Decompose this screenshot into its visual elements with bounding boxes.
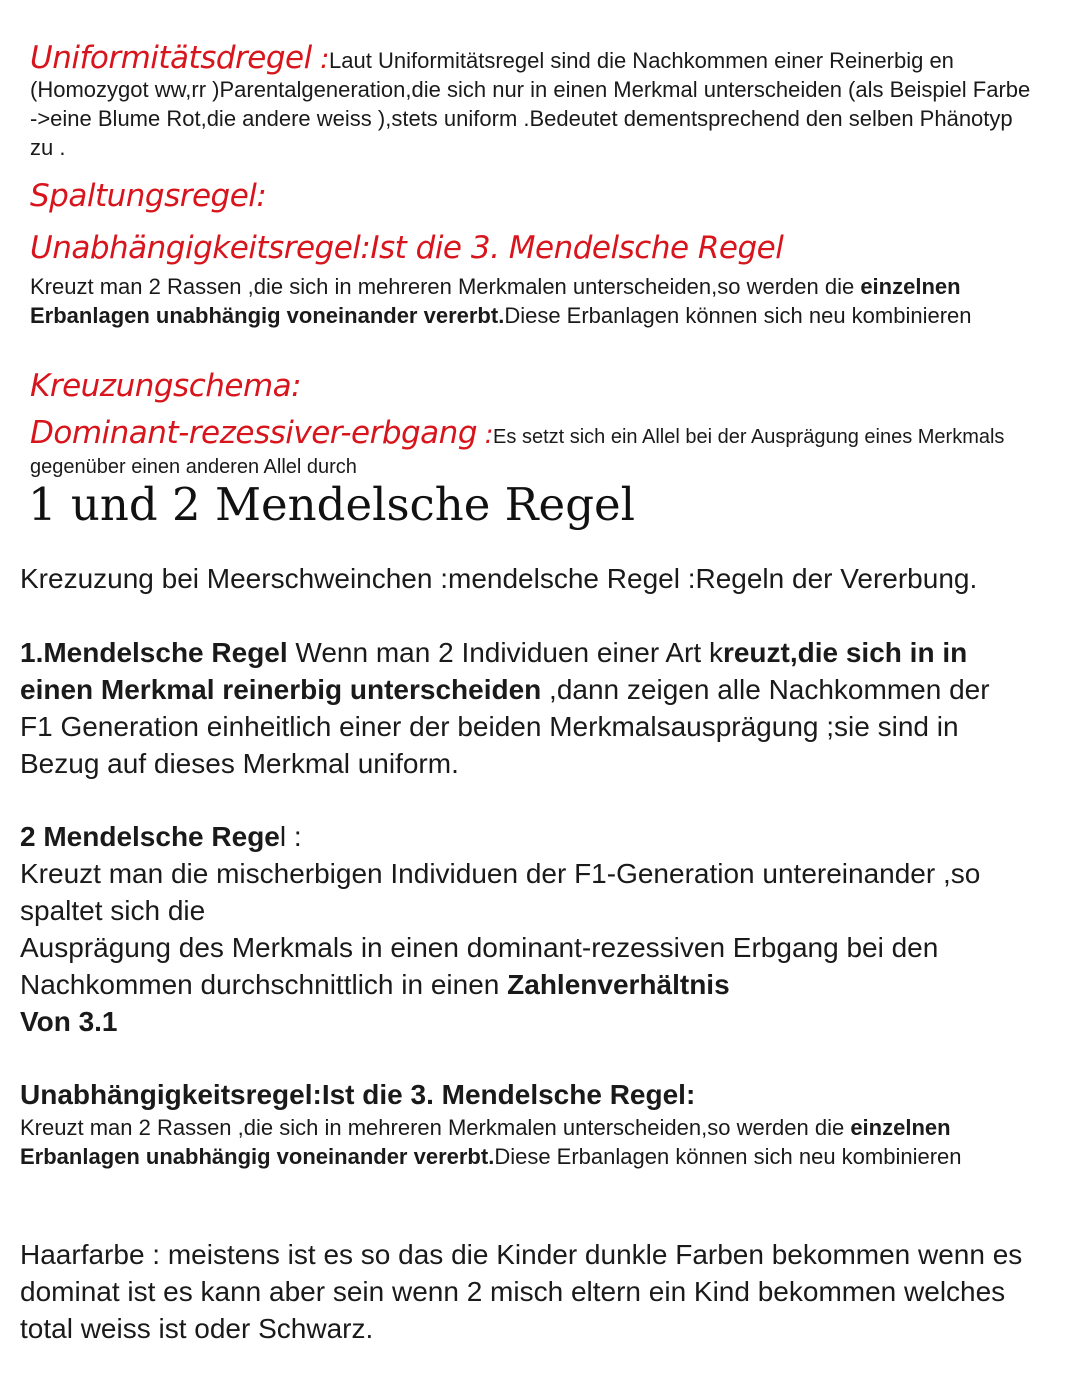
rule2-label: 2 Mendelsche Rege (20, 821, 280, 852)
rule1-label: 1.Mendelsche Regel (20, 637, 288, 668)
rule1-text-b: ,dann zeigen alle Nachkommen der F1 Generation einheitlich einer der beiden Merkmalsausprägung ;sie sind in Bezug auf dieses Merkmal uniform. (20, 674, 990, 779)
rule1-text-a: Wenn man 2 Individuen einer Art k (287, 637, 723, 668)
rule3-paragraph (20, 1076, 1030, 1171)
dominant-title: Dominant-rezessiver-erbgang (30, 415, 478, 451)
independence-text-a: Kreuzt man 2 Rassen ,die sich in mehreren Merkmalen unterscheiden,so werden die (30, 274, 861, 299)
rule3-text-b: Diese Erbanlagen können sich neu kombinieren (494, 1144, 962, 1169)
hair-paragraph: Haarfarbe : meistens ist es so das die Kinder dunkle Farben bekommen wenn es dominat ist es kann aber sein wenn 2 misch eltern ein Kind bekommen welches total weiss ist oder Schwarz. (20, 1239, 1023, 1344)
crossing-scheme-title: Kreuzungschema: (30, 368, 302, 404)
intro-paragraph: Krezuzung bei Meerschweinchen :mendelsche Regel :Regeln der Vererbung. (20, 563, 978, 594)
rule3-text-a: Kreuzt man 2 Rassen ,die sich in mehreren Merkmalen unterscheiden,so werden die (20, 1115, 851, 1140)
dominant-text: Es setzt sich ein Allel bei der Ausprägung eines Merkmals gegenüber einen anderen Allel durch (30, 426, 1005, 478)
rule2-label-tail: l : (279, 821, 302, 852)
independence-title: Unabhängigkeitsregel:Ist die 3. Mendelsche Regel (30, 230, 784, 266)
uniformity-colon: : (311, 42, 330, 75)
rule2-bold: Zahlenverhältnis (507, 969, 730, 1000)
rule2-text-b: Ausprägung des Merkmals in einen dominant-rezessiven Erbgang bei den Nachkommen durchschnittlich in einen (20, 932, 939, 1000)
uniformity-title: Uniformitätsdregel (30, 40, 312, 76)
rule3-label: Unabhängigkeitsregel:Ist die 3. Mendelsche Regel: (20, 1079, 696, 1110)
rule2-paragraph (20, 818, 1020, 1040)
uniformity-note (30, 40, 1040, 162)
rule3-bold: einzelnen Erbanlagen unabhängig voneinander vererbt. (20, 1115, 951, 1169)
independence-text-b: Diese Erbanlagen können sich neu kombinieren (504, 303, 972, 328)
splitting-rule-title: Spaltungsregel: (30, 178, 267, 214)
dominant-colon: : (477, 420, 494, 450)
rule1-paragraph (20, 634, 1020, 782)
rule2-text-a: Kreuzt man die mischerbigen Individuen der F1-Generation untereinander ,so spaltet sich die (20, 858, 981, 926)
rule1-bold: reuzt,die sich in in einen Merkmal reinerbig unterscheiden (20, 637, 968, 705)
independence-text-bold: einzelnen Erbanlagen unabhängig voneinander vererbt. (30, 274, 961, 328)
dominant-note (30, 415, 1040, 482)
rule2-end: Von 3.1 (20, 1006, 118, 1037)
main-heading: 1 und 2 Mendelsche Regel (28, 478, 636, 531)
independence-note (30, 228, 1040, 330)
uniformity-text: Laut Uniformitätsregel sind die Nachkommen einer Reinerbig en (Homozygot ww,rr )Parentalgeneration,die sich nur in einen Merkmal unterscheiden (als Beispiel Farbe ->eine Blume Rot,die andere weiss ),stets uniform .Bedeutet dementsprechend den selben Phänotyp zu . (30, 48, 1031, 160)
